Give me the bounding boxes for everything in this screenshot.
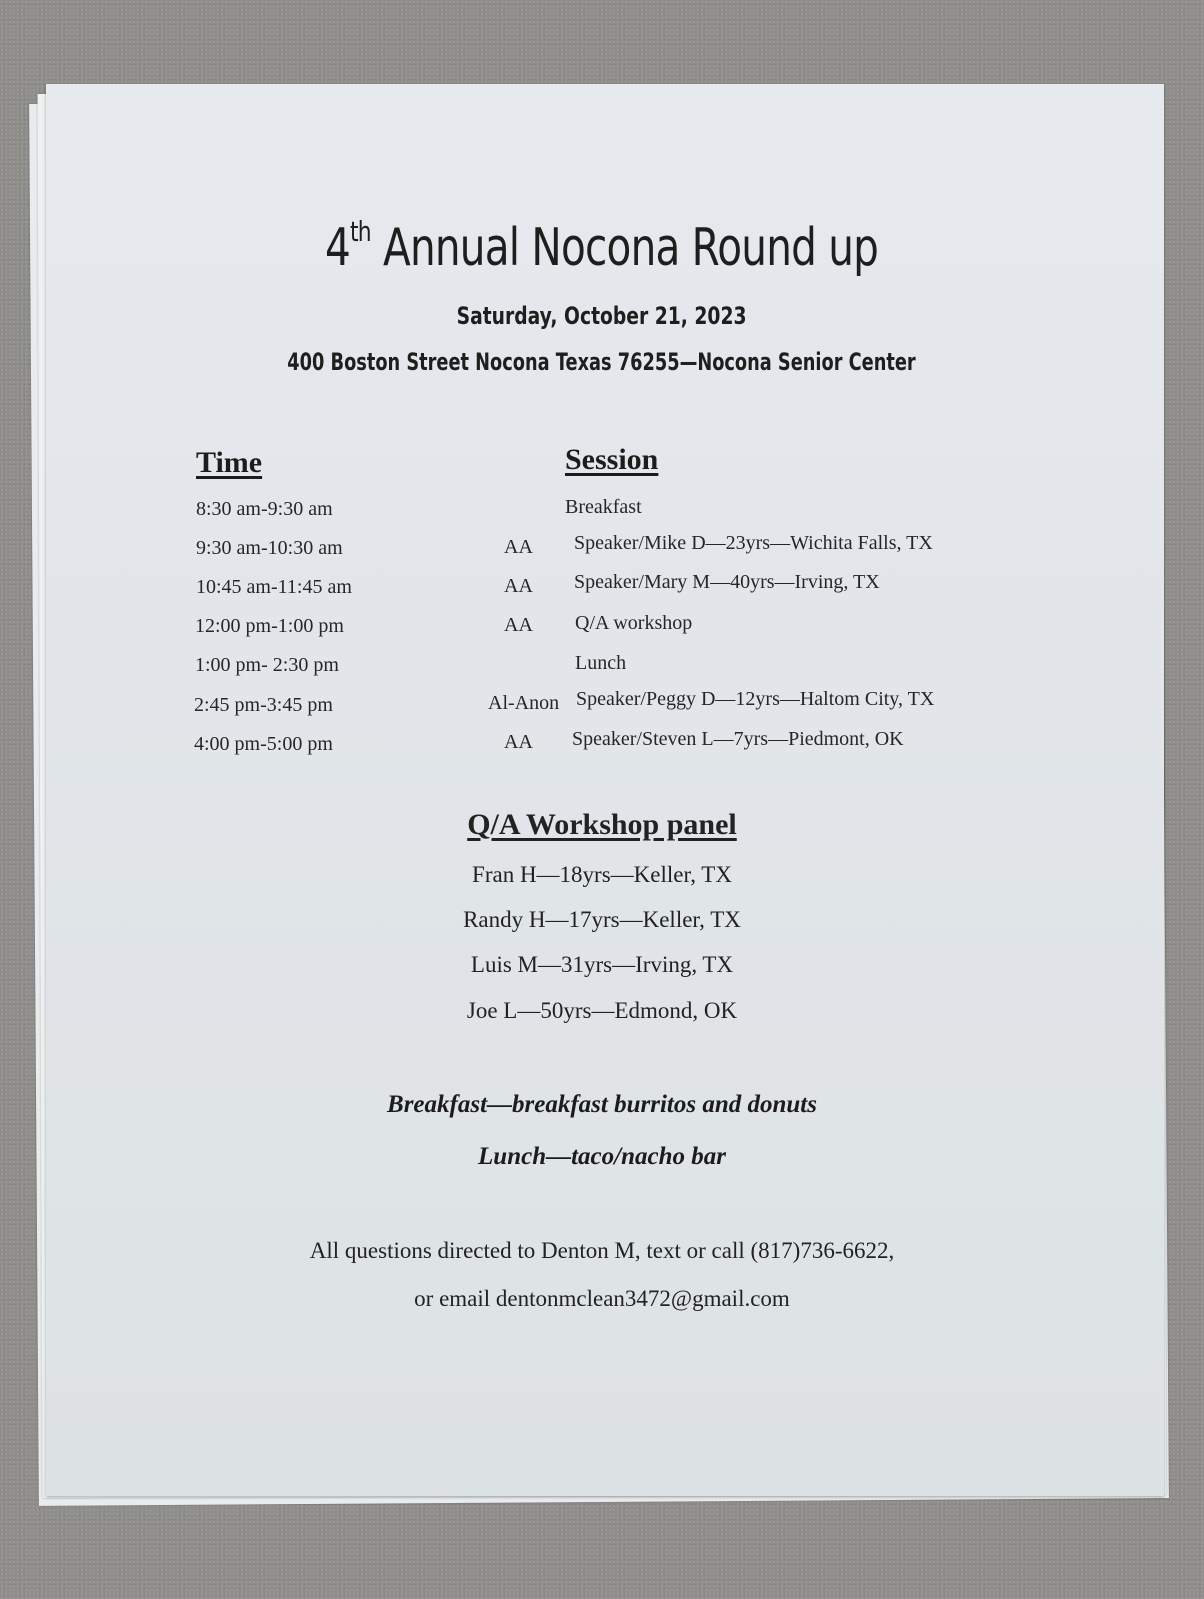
event-address: 400 Boston Street Nocona Texas 76255—Nocona Senior Center [287, 348, 916, 376]
schedule-session: Speaker/Steven L—7yrs—Piedmont, OK [572, 728, 904, 750]
schedule-session: Speaker/Peggy D—12yrs—Haltom City, TX [576, 688, 935, 710]
schedule-time: 12:00 pm-1:00 pm [195, 615, 344, 637]
schedule-type: AA [504, 536, 533, 558]
contact-line-2: or email dentonmclean3472@gmail.com [414, 1286, 790, 1311]
panel-member: Luis M—31yrs—Irving, TX [470, 952, 734, 977]
schedule-session: Speaker/Mike D—23yrs—Wichita Falls, TX [574, 532, 933, 554]
schedule-time: 2:45 pm-3:45 pm [194, 694, 333, 716]
contact-line-1: All questions directed to Denton M, text or call (817)736-6622, [309, 1238, 895, 1263]
lunch-menu: Lunch—taco/nacho bar [478, 1143, 726, 1170]
schedule-type: AA [504, 731, 533, 753]
schedule-session: Q/A workshop [575, 612, 693, 634]
panel-title: Q/A Workshop panel [467, 808, 737, 841]
schedule-time: 4:00 pm-5:00 pm [194, 733, 333, 755]
breakfast-menu: Breakfast—breakfast burritos and donuts [387, 1091, 817, 1118]
flyer-title: 4th Annual Nocona Round up [324, 214, 879, 278]
time-column-header: Time [196, 446, 263, 479]
schedule-session: Breakfast [565, 496, 642, 518]
session-column-header: Session [565, 443, 659, 476]
schedule-session: Lunch [575, 652, 627, 674]
schedule-type: Al-Anon [488, 692, 560, 714]
schedule-type: AA [504, 614, 533, 636]
schedule-session: Speaker/Mary M—40yrs—Irving, TX [574, 571, 880, 593]
schedule-time: 8:30 am-9:30 am [196, 498, 333, 520]
panel-member: Joe L—50yrs—Edmond, OK [466, 998, 738, 1023]
schedule-time: 9:30 am-10:30 am [196, 537, 343, 559]
schedule-time: 10:45 am-11:45 am [196, 576, 352, 598]
schedule-time: 1:00 pm- 2:30 pm [195, 654, 339, 676]
flyer-sheet [46, 84, 1164, 1496]
panel-member: Randy H—17yrs—Keller, TX [463, 907, 741, 932]
event-date: Saturday, October 21, 2023 [456, 302, 747, 330]
panel-member: Fran H—18yrs—Keller, TX [472, 862, 732, 887]
schedule-type: AA [504, 575, 533, 597]
